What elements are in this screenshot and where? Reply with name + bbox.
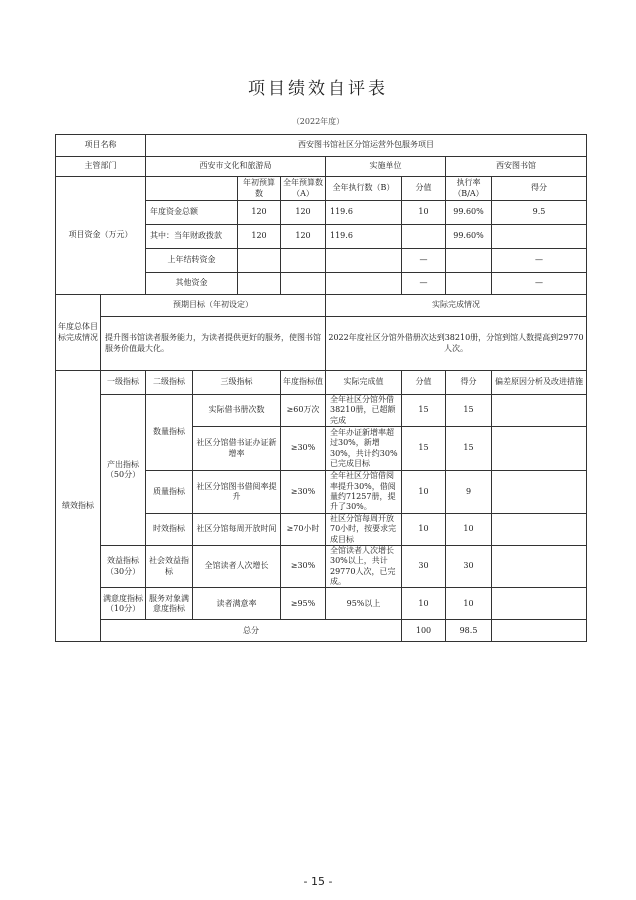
funds-cell: 99.60% <box>446 201 492 225</box>
output-label: 产出指标（50分） <box>101 395 146 546</box>
target-value: ≥30% <box>281 471 326 514</box>
total-label: 总分 <box>101 620 402 642</box>
funds-cell <box>281 273 326 295</box>
funds-cell: 120 <box>238 225 281 249</box>
deviation-note <box>492 545 587 588</box>
ind-header: 偏差原因分析及改进措施 <box>492 371 587 395</box>
third-indicator: 社区分馆每周开放时间 <box>193 513 281 545</box>
ind-header: 三级指标 <box>193 371 281 395</box>
funds-row-label: 年度资金总额 <box>146 201 238 225</box>
ind-header: 分值 <box>402 371 446 395</box>
evaluation-table <box>55 134 587 642</box>
actual-value: 社区分馆每周开放70小时，按要求完成目标 <box>326 513 402 545</box>
funds-cell: 120 <box>281 201 326 225</box>
page-title: 项目绩效自评表 <box>248 79 388 99</box>
funds-row-label: 上年结转资金 <box>146 249 238 273</box>
total-got: 98.5 <box>446 620 492 642</box>
funds-header: 全年预算数（A） <box>281 177 326 201</box>
got: 15 <box>446 427 492 471</box>
goal-actual-label: 实际完成情况 <box>326 295 587 317</box>
funds-cell: — <box>402 273 446 295</box>
funds-row-label: 其中：当年财政拨款 <box>146 225 238 249</box>
ind-header: 一级指标 <box>101 371 146 395</box>
goal-label: 年度总体目标完成情况 <box>56 295 101 371</box>
funds-header: 全年执行数（B） <box>326 177 402 201</box>
ind-header: 得分 <box>446 371 492 395</box>
funds-cell <box>492 225 587 249</box>
target-value: ≥30% <box>281 545 326 588</box>
funds-cell <box>281 249 326 273</box>
target-value: ≥70小时 <box>281 513 326 545</box>
service-satisfaction-label: 服务对象满意度指标 <box>146 588 193 620</box>
funds-cell: — <box>492 249 587 273</box>
got: 10 <box>446 588 492 620</box>
third-indicator: 实际借书册次数 <box>193 395 281 427</box>
funds-cell <box>238 249 281 273</box>
got: 15 <box>446 395 492 427</box>
got: 10 <box>446 513 492 545</box>
score: 10 <box>402 513 446 545</box>
quality-label: 质量指标 <box>146 471 193 514</box>
fiscal-year: （2022年度） <box>291 117 345 126</box>
funds-cell <box>326 273 402 295</box>
score: 10 <box>402 471 446 514</box>
target-value: ≥60万次 <box>281 395 326 427</box>
funds-header: 年初预算数 <box>238 177 281 201</box>
third-indicator: 读者满意率 <box>193 588 281 620</box>
goal-actual: 2022年度社区分馆外借册次达到38210册，分馆到馆人数提高到29770人次。 <box>326 317 587 371</box>
funds-cell: 9.5 <box>492 201 587 225</box>
benefit-label: 效益指标（30分） <box>101 545 146 588</box>
funds-cell: 120 <box>281 225 326 249</box>
target-value: ≥30% <box>281 427 326 471</box>
indicators-label: 绩效指标 <box>56 371 101 642</box>
actual-value: 全年社区分馆外借38210册，已超额完成 <box>326 395 402 427</box>
project-name: 西安图书馆社区分馆运营外包服务项目 <box>146 135 587 157</box>
deviation-note <box>492 395 587 427</box>
funds-cell <box>326 249 402 273</box>
funds-cell: 10 <box>402 201 446 225</box>
third-indicator: 全馆读者人次增长 <box>193 545 281 588</box>
deviation-note <box>492 588 587 620</box>
impl-label: 实施单位 <box>326 157 446 177</box>
quantity-label: 数量指标 <box>146 395 193 471</box>
ind-header: 实际完成值 <box>326 371 402 395</box>
deviation-note <box>492 513 587 545</box>
funds-row-label: 其他资金 <box>146 273 238 295</box>
impl-value: 西安图书馆 <box>446 157 587 177</box>
total-score: 100 <box>402 620 446 642</box>
score: 15 <box>402 427 446 471</box>
funds-cell <box>446 273 492 295</box>
project-name-label: 项目名称 <box>56 135 146 157</box>
got: 30 <box>446 545 492 588</box>
third-indicator: 社区分馆借书证办证新增率 <box>193 427 281 471</box>
deviation-note <box>492 471 587 514</box>
ind-header: 年度指标值 <box>281 371 326 395</box>
got: 9 <box>446 471 492 514</box>
social-benefit-label: 社会效益指标 <box>146 545 193 588</box>
funds-header-blank <box>146 177 238 201</box>
funds-cell <box>402 225 446 249</box>
actual-value: 全年办证新增率超过30%，新增30%，共计约30%已完成目标 <box>326 427 402 471</box>
funds-header: 执行率（B/A） <box>446 177 492 201</box>
dept-label: 主管部门 <box>56 157 146 177</box>
funds-cell: 99.60% <box>446 225 492 249</box>
goal-expected: 提升图书馆读者服务能力，为读者提供更好的服务，使图书馆服务价值最大化。 <box>101 317 326 371</box>
funds-cell: 120 <box>238 201 281 225</box>
funds-cell: 119.6 <box>326 201 402 225</box>
funds-label: 项目资金（万元） <box>56 177 146 295</box>
score: 30 <box>402 545 446 588</box>
actual-value: 95%以上 <box>326 588 402 620</box>
timeliness-label: 时效指标 <box>146 513 193 545</box>
dept-value: 西安市文化和旅游局 <box>146 157 326 177</box>
funds-cell: — <box>492 273 587 295</box>
actual-value: 全年社区分馆借阅率提升30%，借阅量约71257册，提升了30%。 <box>326 471 402 514</box>
funds-cell <box>238 273 281 295</box>
satisfaction-label: 满意度指标（10分） <box>101 588 146 620</box>
deviation-note <box>492 427 587 471</box>
funds-cell <box>446 249 492 273</box>
page-number: - 15 - <box>303 875 333 888</box>
funds-header: 得分 <box>492 177 587 201</box>
target-value: ≥95% <box>281 588 326 620</box>
third-indicator: 社区分馆图书借阅率提升 <box>193 471 281 514</box>
funds-cell: — <box>402 249 446 273</box>
score: 10 <box>402 588 446 620</box>
ind-header: 二级指标 <box>146 371 193 395</box>
total-note <box>492 620 587 642</box>
goal-expected-label: 预期目标（年初设定） <box>101 295 326 317</box>
funds-cell: 119.6 <box>326 225 402 249</box>
score: 15 <box>402 395 446 427</box>
funds-header: 分值 <box>402 177 446 201</box>
actual-value: 全馆读者人次增长30%以上，共计29770人次，已完成。 <box>326 545 402 588</box>
